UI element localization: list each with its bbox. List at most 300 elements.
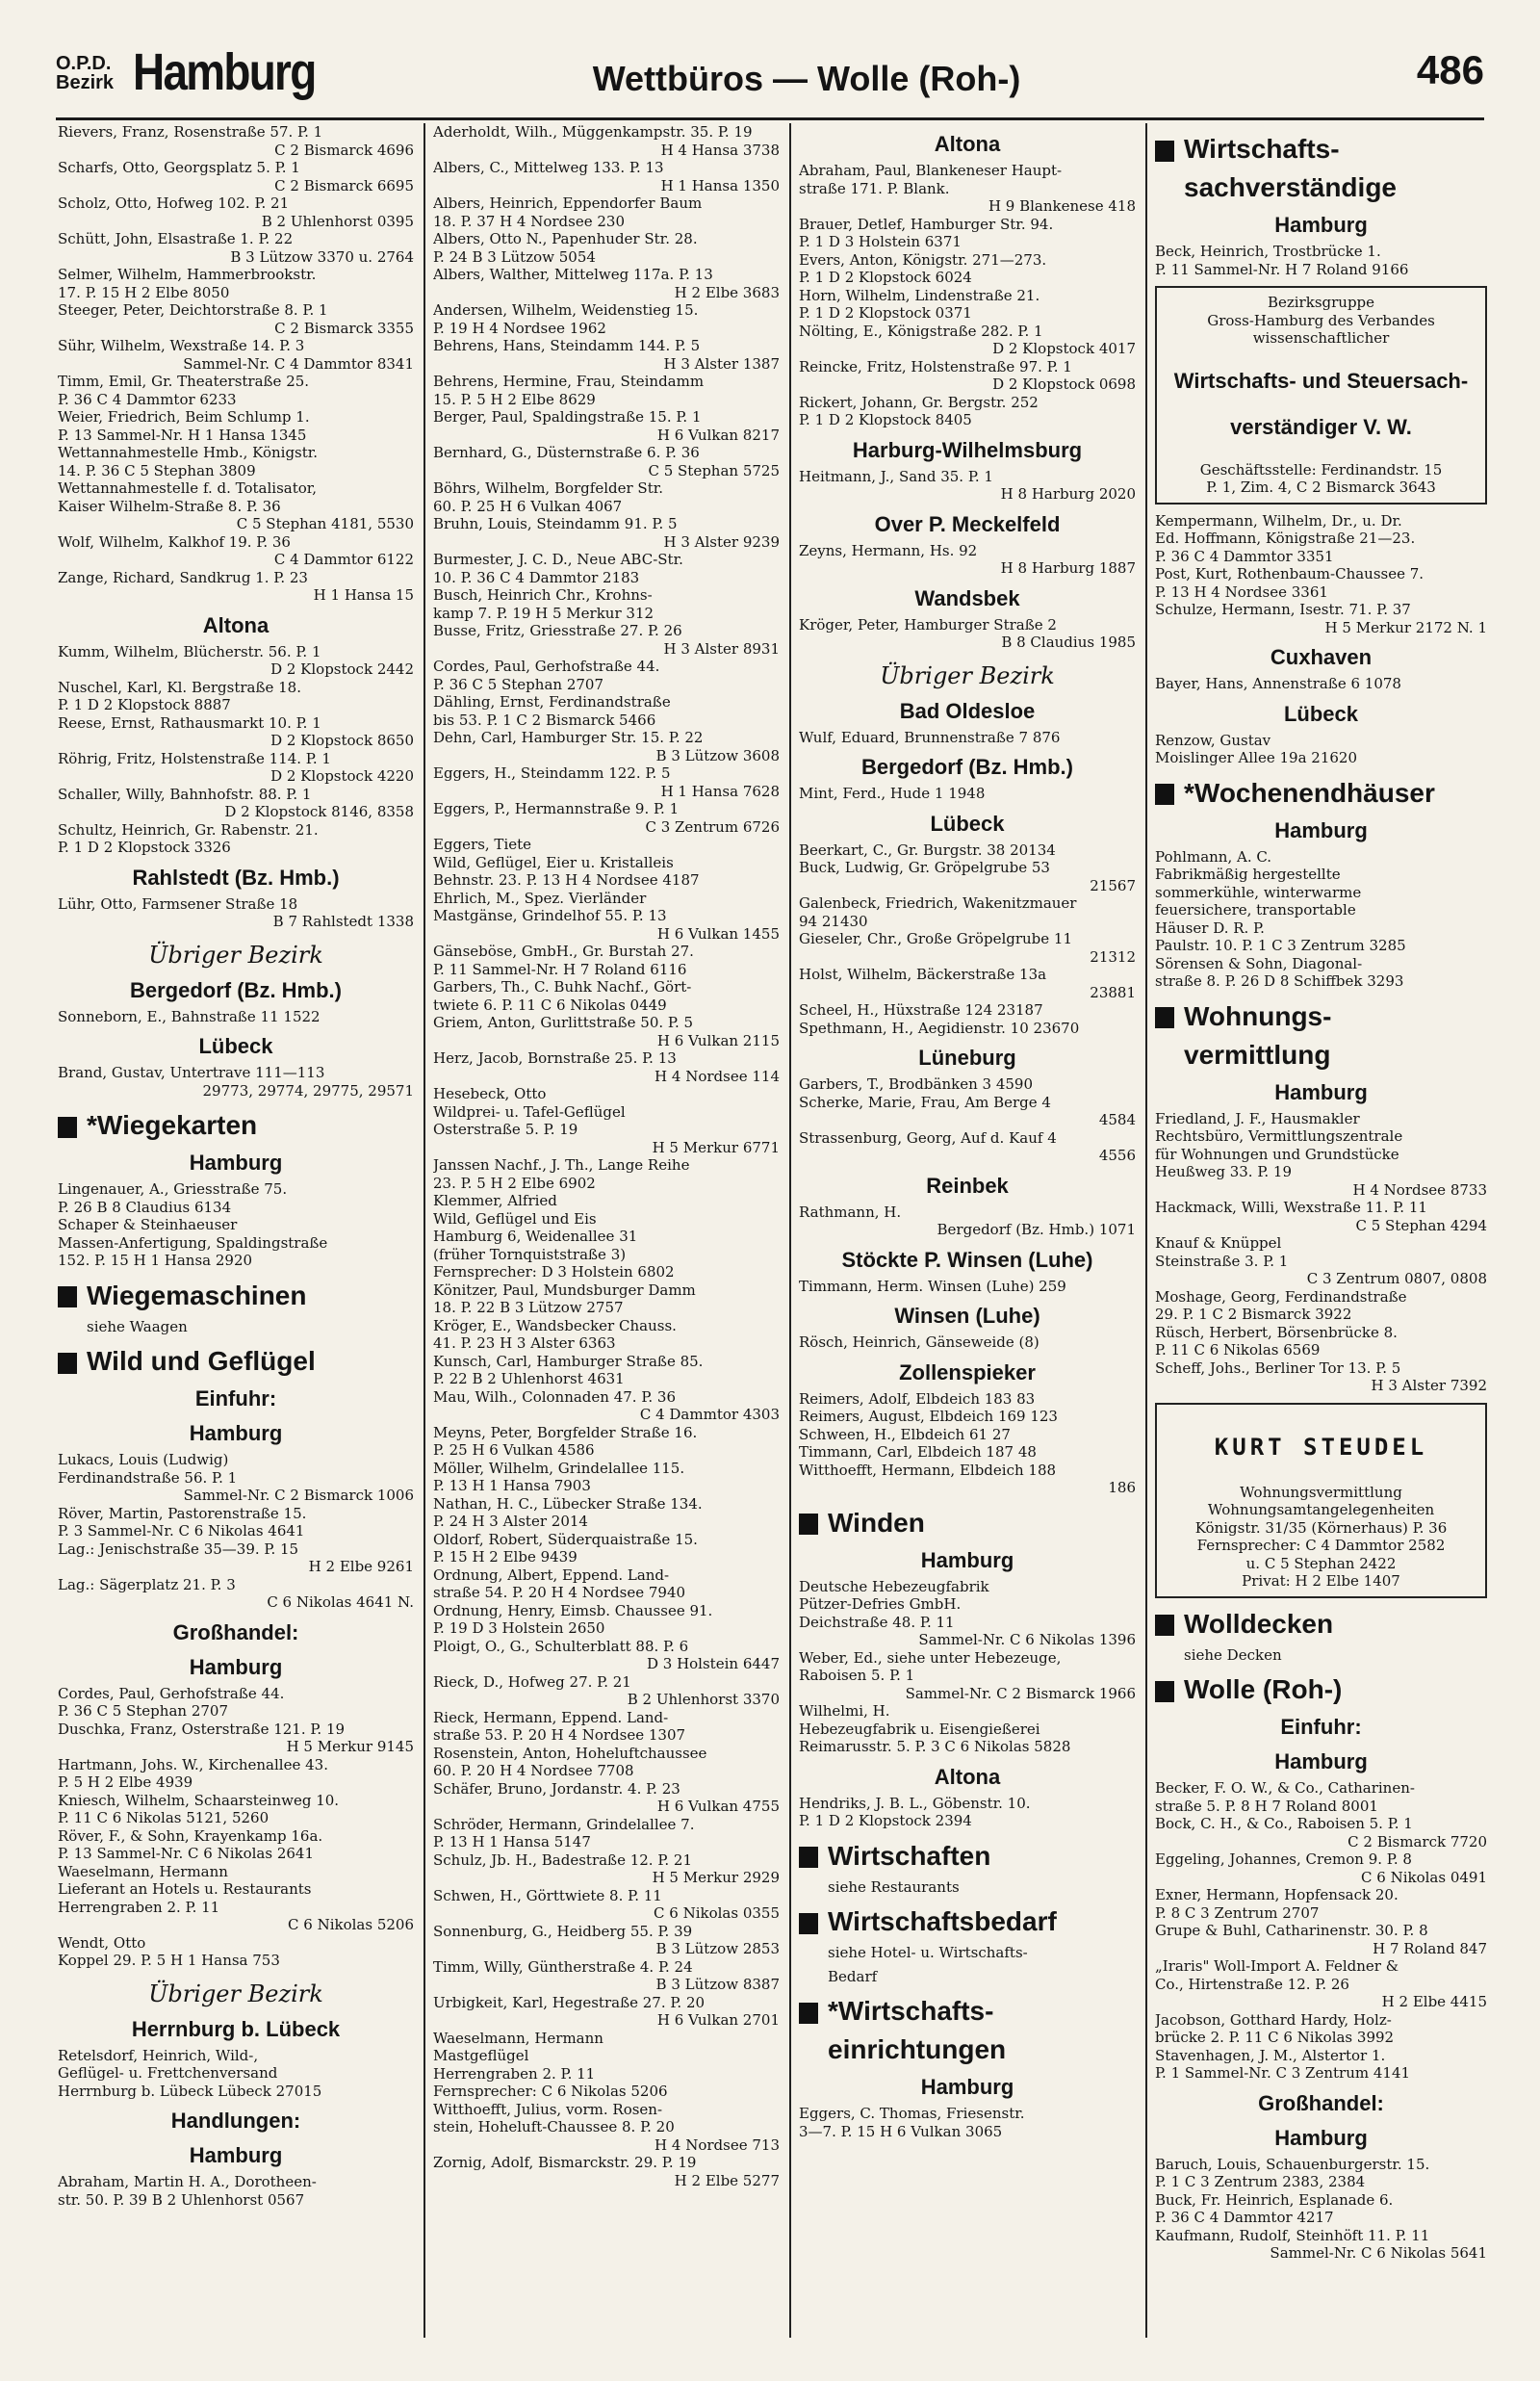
section-heading: Wirtschaftsbedarf	[799, 1905, 1136, 1938]
section-heading: Wohnungs-	[1155, 1000, 1487, 1033]
entry-line: P. 26 B 8 Claudius 6134	[58, 1198, 232, 1216]
entry-line: Schwen, H., Görttwiete 8. P. 11	[433, 1886, 662, 1904]
section-marker-icon	[1155, 141, 1174, 162]
entry-line: Wild, Geflügel und Eis	[433, 1209, 597, 1228]
entry-line: Lühr, Otto, Farmsener Straße 18	[58, 894, 298, 913]
subheading: Hamburg	[1274, 213, 1368, 237]
section-heading: Wirtschafts-	[1155, 133, 1487, 166]
entry-line: Ehrlich, M., Spez. Vierländer	[433, 889, 647, 907]
column-2	[433, 123, 780, 2347]
entry-line: Häuser D. R. P.	[1155, 919, 1265, 937]
entry-line: Buck, Ludwig, Gr. Gröpelgrube 53	[799, 859, 1050, 876]
entry-line: Kumm, Wilhelm, Blücherstr. 56. P. 1	[58, 642, 321, 660]
entry-phone: C 2 Bismarck 6695	[274, 176, 414, 194]
entry-phone: 4556	[1098, 1147, 1136, 1164]
entry-line: Nölting, E., Königstraße 282. P. 1	[799, 322, 1043, 340]
entry-line: Wulf, Eduard, Brunnenstraße 7 876	[799, 728, 1061, 746]
entry-phone: 23881	[1090, 983, 1136, 1001]
ad-line: Königstr. 31/35 (Körnerhaus) P. 36	[1194, 1518, 1448, 1537]
entry-line: Reimers, Adolf, Elbdeich 183 83	[799, 1389, 1036, 1408]
entry-line: Abraham, Martin H. A., Dorotheen-	[58, 2173, 317, 2190]
entry-line: Hartmann, Johs. W., Kirchenallee 43.	[58, 1755, 328, 1773]
entry-line: Albers, C., Mittelweg 133. P. 13	[433, 159, 664, 176]
entry-line: Wettannahmestelle Hmb., Königstr.	[58, 444, 319, 461]
section-marker-icon	[799, 2003, 818, 2024]
entry-line: Duschka, Franz, Osterstraße 121. P. 19	[58, 1720, 346, 1738]
section-marker-icon	[1155, 784, 1174, 805]
entry-phone: C 6 Nikolas 0491	[1361, 1868, 1487, 1886]
entry-line: Eggeling, Johannes, Cremon 9. P. 8	[1155, 1850, 1412, 1868]
entry-line: Paulstr. 10. P. 1 C 3 Zentrum 3285	[1155, 937, 1406, 954]
locality-heading: Rahlstedt (Bz. Hmb.)	[132, 865, 340, 890]
entry-line: Sörensen & Sohn, Diagonal-	[1155, 954, 1363, 972]
locality-heading: Bergedorf (Bz. Hmb.)	[861, 755, 1073, 779]
entry-line: Rievers, Franz, Rosenstraße 57. P. 1	[58, 123, 323, 141]
locality-heading: Lübeck	[1283, 701, 1359, 726]
entry-line: Heitmann, J., Sand 35. P. 1	[799, 467, 993, 485]
entry-line: Bock, C. H., & Co., Raboisen 5. P. 1	[1155, 1815, 1413, 1832]
entry-phone: C 3 Zentrum 6726	[645, 817, 780, 836]
entry-phone: C 3 Zentrum 0807, 0808	[1306, 1270, 1487, 1287]
entry-line: straße 171. P. Blank.	[799, 179, 950, 197]
entry-phone: C 2 Bismarck 3355	[274, 319, 414, 337]
entry-line: Timm, Emil, Gr. Theaterstraße 25.	[58, 373, 310, 390]
entry-line: P. 1 D 2 Klopstock 0371	[799, 304, 972, 322]
entry-phone: B 7 Rahlstedt 1338	[272, 913, 414, 930]
district-heading: Übriger Bezirk	[148, 1980, 323, 2007]
entry-line: Kaufmann, Rudolf, Steinhöft 11. P. 11	[1155, 2226, 1430, 2244]
entry-phone: H 6 Vulkan 2115	[656, 1031, 780, 1049]
subheading: Einfuhr:	[194, 1386, 277, 1410]
entry-line: P. 11 C 6 Nikolas 5121, 5260	[58, 1809, 270, 1826]
entry-line: Dähling, Ernst, Ferdinandstraße	[433, 693, 671, 711]
entry-phone: B 8 Claudius 1985	[1001, 634, 1136, 651]
entry-line: Röver, F., & Sohn, Krayenkamp 16a.	[58, 1826, 323, 1845]
entry-phone: D 2 Klopstock 8146, 8358	[224, 803, 414, 820]
entry-line: Timmann, Carl, Elbdeich 187 48	[799, 1443, 1037, 1461]
section-heading: Wiegemaschinen	[58, 1280, 414, 1312]
entry-line: P. 8 C 3 Zentrum 2707	[1155, 1903, 1320, 1922]
entry-phone: 4584	[1098, 1111, 1136, 1128]
entry-line: Oldorf, Robert, Süderquaistraße 15.	[433, 1530, 698, 1548]
entry-phone: C 6 Nikolas 4641 N.	[267, 1593, 414, 1611]
locality-heading: Winsen (Luhe)	[894, 1304, 1040, 1328]
entry-line: Herrengraben 2. P. 11	[433, 2064, 596, 2083]
section-marker-icon	[58, 1117, 77, 1138]
entry-phone: H 1 Hansa 1350	[660, 176, 780, 194]
entry-line: Mastgänse, Grindelhof 55. P. 13	[433, 907, 667, 924]
entry-phone: H 9 Blankenese 418	[988, 197, 1136, 215]
entry-line: Beerkart, C., Gr. Burgstr. 38 20134	[799, 841, 1056, 859]
entry-phone: H 5 Merkur 2172 N. 1	[1324, 618, 1487, 636]
entry-line: 23. P. 5 H 2 Elbe 6902	[433, 1174, 596, 1192]
entry-line: 17. P. 15 H 2 Elbe 8050	[58, 283, 230, 301]
subheading: Großhandel:	[172, 1619, 299, 1644]
entry-line: Burmester, J. C. D., Neue ABC-Str.	[433, 551, 683, 568]
entry-line: P. 1 C 3 Zentrum 2383, 2384	[1155, 2173, 1366, 2190]
subheading: Einfuhr:	[1280, 1715, 1362, 1739]
entry-phone: H 3 Alster 1387	[663, 354, 780, 373]
entry-line: Wilhelmi, H.	[799, 1702, 890, 1720]
entry-line: Ordnung, Albert, Eppend. Land-	[433, 1566, 670, 1584]
locality-heading: Lüneburg	[918, 1046, 1016, 1070]
entry-phone: C 5 Stephan 4181, 5530	[236, 515, 414, 532]
entry-phone: H 7 Roland 847	[1373, 1939, 1487, 1957]
column-1	[58, 123, 414, 2347]
entry-phone: H 3 Alster 9239	[663, 532, 780, 551]
entry-phone: H 5 Merkur 9145	[286, 1738, 414, 1755]
entry-phone: Sammel-Nr. C 6 Nikolas 1396	[918, 1631, 1136, 1648]
entry-line: feuersichere, transportable	[1155, 901, 1356, 919]
entry-phone: 186	[1108, 1479, 1136, 1496]
subheading: Hamburg	[1274, 817, 1368, 842]
subheading: Hamburg	[189, 1654, 283, 1679]
header-rubric: Wettbüros — Wolle (Roh-)	[592, 59, 1021, 98]
entry-line: Wendt, Otto	[58, 1933, 146, 1952]
entry-phone: H 4 Hansa 3738	[660, 141, 780, 159]
entry-line: Fernsprecher: D 3 Holstein 6802	[433, 1263, 675, 1281]
entry-line: Rathmann, H.	[799, 1203, 902, 1221]
entry-line: 152. P. 15 H 1 Hansa 2920	[58, 1252, 253, 1269]
entry-line: Rieck, D., Hofweg 27. P. 21	[433, 1672, 631, 1691]
entry-line: bis 53. P. 1 C 2 Bismarck 5466	[433, 711, 656, 729]
entry-phone: H 6 Vulkan 2701	[656, 2011, 780, 2029]
entry-line: „Iraris" Woll-Import A. Feldner &	[1155, 1957, 1399, 1975]
entry-line: Schultz, Heinrich, Gr. Rabenstr. 21.	[58, 820, 319, 839]
entry-phone: H 8 Harburg 2020	[1000, 485, 1136, 503]
entry-line: Mint, Ferd., Hude 1 1948	[799, 785, 986, 802]
entry-line: 60. P. 25 H 6 Vulkan 4067	[433, 497, 623, 515]
entry-line: Lag.: Jenischstraße 35—39. P. 15	[58, 1540, 299, 1558]
entry-line: Pohlmann, A. C.	[1155, 847, 1272, 866]
entry-line: P. 25 H 6 Vulkan 4586	[433, 1441, 595, 1459]
entry-line: Geflügel- u. Frettchenversand	[58, 2064, 278, 2082]
entry-line: Garbers, Th., C. Buhk Nachf., Gört-	[433, 978, 692, 996]
entry-line: Lingenauer, A., Griesstraße 75.	[58, 1180, 288, 1198]
section-heading: vermittlung	[1184, 1039, 1331, 1070]
entry-line: Zange, Richard, Sandkrug 1. P. 23	[58, 568, 308, 586]
subheading: Hamburg	[1274, 2125, 1368, 2150]
entry-line: Retelsdorf, Heinrich, Wild-,	[58, 2046, 259, 2064]
ad-line: Wirtschafts- und Steuersach-	[1173, 368, 1469, 393]
entry-line: Evers, Anton, Königstr. 271—273.	[799, 250, 1047, 269]
entry-line: P. 36 C 5 Stephan 2707	[433, 675, 603, 693]
entry-phone: D 3 Holstein 6447	[646, 1655, 780, 1672]
entry-line: für Wohnungen und Grundstücke	[1155, 1145, 1399, 1163]
locality-heading: Wandsbek	[914, 585, 1020, 610]
entry-line: Behrens, Hermine, Frau, Steindamm	[433, 373, 705, 390]
entry-line: Wild, Geflügel, Eier u. Kristalleis	[433, 853, 674, 871]
entry-phone: Sammel-Nr. C 6 Nikolas 5641	[1270, 2244, 1487, 2262]
entry-line: Behnstr. 23. P. 13 H 4 Nordsee 4187	[433, 871, 700, 889]
locality-heading: Altona	[934, 132, 1001, 156]
entry-line: Eggers, Tiete	[433, 836, 532, 853]
entry-line: Albers, Heinrich, Eppendorfer Baum	[433, 194, 703, 212]
entry-phone: H 1 Hansa 7628	[660, 782, 780, 800]
section-marker-icon	[799, 1847, 818, 1868]
entry-line: str. 50. P. 39 B 2 Uhlenhorst 0567	[58, 2190, 305, 2209]
opd-label: O.P.D. Bezirk	[56, 53, 115, 93]
entry-line: Cordes, Paul, Gerhofstraße 44.	[433, 658, 660, 675]
entry-line: P. 36 C 4 Dammtor 6233	[58, 390, 237, 408]
entry-line: P. 15 H 2 Elbe 9439	[433, 1548, 578, 1566]
entry-line: Raboisen 5. P. 1	[799, 1667, 915, 1684]
locality-heading: Reinbek	[926, 1173, 1009, 1198]
entry-phone: H 6 Vulkan 4755	[656, 1798, 780, 1815]
entry-line: 60. P. 20 H 4 Nordsee 7708	[433, 1762, 634, 1779]
entry-line: Brand, Gustav, Untertrave 111—113	[58, 1064, 325, 1081]
column-4	[1155, 123, 1487, 2347]
locality-heading: Harburg-Wilhelmsburg	[852, 437, 1083, 462]
page-header	[56, 42, 1484, 120]
entry-line: Böhrs, Wilhelm, Borgfelder Str.	[433, 479, 664, 497]
entry-line: 29. P. 1 C 2 Bismarck 3922	[1155, 1306, 1352, 1323]
entry-line: Scherke, Marie, Frau, Am Berge 4	[799, 1093, 1051, 1111]
entry-line: Bruhn, Louis, Steindamm 91. P. 5	[433, 515, 678, 532]
entry-line: Schütt, John, Elsastraße 1. P. 22	[58, 230, 294, 247]
entry-line: P. 24 H 3 Alster 2014	[433, 1513, 588, 1530]
column-3	[799, 123, 1136, 2347]
entry-line: P. 36 C 5 Stephan 2707	[58, 1702, 228, 1720]
entry-phone: C 6 Nikolas 0355	[654, 1904, 780, 1922]
entry-line: Horn, Wilhelm, Lindenstraße 21.	[799, 286, 1040, 304]
entry-phone: H 4 Nordsee 713	[654, 2135, 780, 2154]
entry-line: Schween, H., Elbdeich 61 27	[799, 1425, 1011, 1443]
entry-line: P. 1 Sammel-Nr. C 3 Zentrum 4141	[1155, 2064, 1411, 2082]
entry-line: Herrengraben 2. P. 11	[58, 1898, 220, 1916]
subheading: Hamburg	[189, 1421, 283, 1445]
entry-line: Garbers, T., Brodbänken 3 4590	[799, 1075, 1033, 1093]
entry-line: Klemmer, Alfried	[433, 1192, 557, 1209]
entry-line: Wolf, Wilhelm, Kalkhof 19. P. 36	[58, 532, 291, 551]
entry-line: Ferdinandstraße 56. P. 1	[58, 1468, 238, 1487]
entry-line: Abraham, Paul, Blankeneser Haupt-	[799, 162, 1063, 179]
entry-line: Busch, Heinrich Chr., Krohns-	[433, 586, 653, 604]
entry-line: P. 11 Sammel-Nr. H 7 Roland 9166	[1155, 260, 1409, 278]
ad-line: wissenschaftlicher	[1252, 329, 1390, 347]
entry-line: Scheff, Johs., Berliner Tor 13. P. 5	[1155, 1359, 1401, 1377]
entry-line: Albers, Otto N., Papenhuder Str. 28.	[433, 230, 698, 247]
cross-reference: siehe Hotel- u. Wirtschafts-	[828, 1944, 1028, 1961]
entry-line: Möller, Wilhelm, Grindelallee 115.	[433, 1459, 685, 1477]
section-marker-icon	[799, 1913, 818, 1934]
entry-line: 94 21430	[799, 912, 868, 930]
subheading: Hamburg	[1274, 1079, 1368, 1104]
entry-line: Jacobson, Gotthard Hardy, Holz-	[1155, 2010, 1392, 2029]
entry-line: 3—7. P. 15 H 6 Vulkan 3065	[799, 2122, 1003, 2140]
entry-line: (früher Tornquiststraße 3)	[433, 1245, 627, 1263]
entry-line: Röver, Martin, Pastorenstraße 15.	[58, 1504, 307, 1522]
entry-line: twiete 6. P. 11 C 6 Nikolas 0449	[433, 996, 667, 1014]
entry-line: Schulz, Jb. H., Badestraße 12. P. 21	[433, 1850, 693, 1869]
entry-phone: B 3 Lützow 8387	[655, 1976, 780, 1993]
ad-line: Geschäftsstelle: Ferdinandstr. 15	[1199, 460, 1443, 479]
entry-line: Exner, Hermann, Hopfensack 20.	[1155, 1886, 1399, 1903]
entry-line: Schäfer, Bruno, Jordanstr. 4. P. 23	[433, 1779, 680, 1798]
subheading: Handlungen:	[170, 2109, 301, 2133]
entry-line: Reincke, Fritz, Holstenstraße 97. P. 1	[799, 357, 1072, 375]
entry-line: P. 13 H 4 Nordsee 3361	[1155, 582, 1328, 601]
entry-line: Brauer, Detlef, Hamburger Str. 94.	[799, 215, 1054, 233]
entry-phone: 29773, 29774, 29775, 29571	[202, 1081, 414, 1100]
entry-line: Waeselmann, Hermann	[433, 2029, 603, 2047]
entry-line: Hendriks, J. B. L., Göbenstr. 10.	[799, 1794, 1031, 1812]
section-marker-icon	[1155, 1007, 1174, 1028]
entry-phone: H 6 Vulkan 1455	[656, 924, 780, 943]
entry-line: Zornig, Adolf, Bismarckstr. 29. P. 19	[433, 2154, 697, 2171]
section-marker-icon	[58, 1353, 77, 1374]
district-heading: Übriger Bezirk	[148, 941, 323, 969]
entry-line: Reimarusstr. 5. P. 3 C 6 Nikolas 5828	[799, 1738, 1071, 1755]
entry-phone: H 8 Harburg 1887	[1000, 559, 1136, 577]
entry-phone: Bergedorf (Bz. Hmb.) 1071	[937, 1221, 1136, 1238]
entry-line: 14. P. 36 C 5 Stephan 3809	[58, 461, 256, 479]
entry-phone: C 5 Stephan 5725	[648, 461, 780, 479]
subheading: Hamburg	[189, 2143, 283, 2167]
entry-line: Wettannahmestelle f. d. Totalisator,	[58, 479, 318, 497]
entry-line: P. 13 H 1 Hansa 5147	[433, 1833, 591, 1850]
entry-phone: B 3 Lützow 3370 u. 2764	[230, 247, 414, 266]
entry-line: Witthoefft, Hermann, Elbdeich 188	[799, 1461, 1057, 1479]
entry-line: Bayer, Hans, Annenstraße 6 1078	[1155, 675, 1401, 692]
locality-heading: Cuxhaven	[1270, 645, 1373, 669]
entry-line: Buck, Fr. Heinrich, Esplanade 6.	[1155, 2190, 1394, 2209]
entry-line: Ed. Hoffmann, Königstraße 21—23.	[1155, 530, 1416, 547]
section-marker-icon	[799, 1514, 818, 1535]
ad-line: Fernsprecher: C 4 Dammtor 2582	[1196, 1537, 1446, 1554]
locality-heading: Altona	[202, 612, 270, 637]
entry-line: Schaller, Willy, Bahnhofstr. 88. P. 1	[58, 785, 312, 803]
entry-line: Lieferant an Hotels u. Restaurants	[58, 1880, 312, 1898]
entry-line: Strassenburg, Georg, Auf d. Kauf 4	[799, 1128, 1057, 1147]
entry-line: straße 8. P. 26 D 8 Schiffbek 3293	[1155, 972, 1404, 990]
entry-line: Zeyns, Hermann, Hs. 92	[799, 541, 978, 559]
entry-line: Steeger, Peter, Deichtorstraße 8. P. 1	[58, 301, 328, 319]
ad-line: Bezirksgruppe	[1267, 294, 1375, 311]
entry-phone: B 3 Lützow 3608	[655, 746, 780, 764]
entry-line: P. 36 C 4 Dammtor 3351	[1155, 547, 1334, 565]
entry-line: P. 24 B 3 Lützow 5054	[433, 247, 596, 266]
entry-line: Knauf & Knüppel	[1155, 1234, 1282, 1252]
entry-line: Fabrikmäßig hergestellte	[1155, 866, 1341, 883]
entry-line: Kröger, E., Wandsbecker Chauss.	[433, 1316, 677, 1334]
entry-line: Urbigkeit, Karl, Hegestraße 27. P. 20	[433, 1993, 706, 2011]
column-rule	[1145, 123, 1147, 2338]
entry-line: Wildprei- u. Tafel-Geflügel	[433, 1102, 626, 1121]
entry-line: Mau, Wilh., Colonnaden 47. P. 36	[433, 1387, 677, 1406]
section-heading: sachverständige	[1184, 172, 1397, 202]
entry-line: Sonneborn, E., Bahnstraße 11 1522	[58, 1007, 321, 1025]
subheading: Hamburg	[189, 1151, 283, 1175]
entry-line: Moislinger Allee 19a 21620	[1155, 749, 1358, 766]
entry-line: Galenbeck, Friedrich, Wakenitzmauer	[799, 894, 1077, 912]
entry-line: 41. P. 23 H 3 Alster 6363	[433, 1334, 616, 1352]
entry-line: Röhrig, Fritz, Holstenstraße 114. P. 1	[58, 749, 331, 767]
section-heading: Wolle (Roh-)	[1155, 1673, 1487, 1706]
entry-line: P. 1 D 2 Klopstock 6024	[799, 269, 972, 286]
entry-phone: C 4 Dammtor 6122	[273, 551, 414, 568]
entry-line: Berger, Paul, Spaldingstraße 15. P. 1	[433, 408, 702, 426]
entry-line: Cordes, Paul, Gerhofstraße 44.	[58, 1684, 285, 1702]
entry-line: Hamburg 6, Weidenallee 31	[433, 1228, 638, 1245]
section-heading: *Wiegekarten	[58, 1109, 414, 1142]
section-heading: *Wirtschafts-	[799, 1995, 1136, 2028]
entry-line: Reese, Ernst, Rathausmarkt 10. P. 1	[58, 713, 321, 732]
entry-line: Albers, Walther, Mittelweg 117a. P. 13	[433, 266, 713, 283]
entry-line: Rechtsbüro, Vermittlungszentrale	[1155, 1127, 1403, 1145]
locality-heading: Lübeck	[198, 1034, 273, 1058]
entry-line: Deutsche Hebezeugfabrik	[799, 1577, 989, 1595]
cross-reference: siehe Decken	[1184, 1645, 1282, 1664]
entry-line: Schröder, Hermann, Grindelallee 7.	[433, 1815, 695, 1833]
section-marker-icon	[1155, 1681, 1174, 1702]
entry-phone: D 2 Klopstock 4017	[992, 340, 1136, 357]
entry-line: Gänseböse, GmbH., Gr. Burstah 27.	[433, 943, 694, 960]
ad-line: KURT STEUDEL	[1214, 1433, 1428, 1461]
entry-line: P. 1 D 3 Holstein 6371	[799, 233, 962, 250]
ad-line: Gross-Hamburg des Verbandes	[1207, 311, 1435, 329]
entry-phone: H 5 Merkur 2929	[652, 1869, 780, 1886]
entry-line: P. 1 D 2 Klopstock 8405	[799, 411, 972, 428]
entry-line: Hackmack, Willi, Wexstraße 11. P. 11	[1155, 1199, 1427, 1216]
locality-heading: Bergedorf (Bz. Hmb.)	[130, 977, 342, 1002]
entry-line: Weber, Ed., siehe unter Hebezeuge,	[799, 1648, 1062, 1667]
steudel-ad-box	[1155, 1403, 1487, 1598]
subheading: Großhandel:	[1258, 2090, 1384, 2115]
entry-phone: B 2 Uhlenhorst 0395	[261, 212, 414, 230]
entry-line: P. 19 D 3 Holstein 2650	[433, 1619, 605, 1637]
entry-line: Nathan, H. C., Lübecker Straße 134.	[433, 1494, 703, 1513]
locality-heading: Altona	[934, 1764, 1001, 1789]
subheading: Hamburg	[920, 2075, 1014, 2099]
page-number: 486	[1416, 47, 1484, 92]
entry-line: Gieseler, Chr., Große Gröpelgrube 11	[799, 930, 1073, 947]
entry-line: Scheel, H., Hüxstraße 124 23187	[799, 1001, 1043, 1019]
entry-line: Beck, Heinrich, Trostbrücke 1.	[1155, 243, 1381, 260]
entry-line: Aderholdt, Wilh., Müggenkampstr. 35. P. 19	[433, 123, 753, 141]
section-heading: Wirtschaften	[799, 1840, 1136, 1873]
entry-phone: C 4 Dammtor 4303	[639, 1406, 780, 1423]
entry-line: Weier, Friedrich, Beim Schlump 1.	[58, 408, 310, 426]
entry-line: Lukacs, Louis (Ludwig)	[58, 1451, 229, 1468]
entry-line: Kniesch, Wilhelm, Schaarsteinweg 10.	[58, 1791, 340, 1809]
entry-line: P. 1 D 2 Klopstock 8887	[58, 696, 231, 713]
entry-phone: B 2 Uhlenhorst 3370	[627, 1691, 780, 1708]
entry-line: Hesebeck, Otto	[433, 1085, 547, 1102]
section-heading: einrichtungen	[828, 2034, 1007, 2064]
entry-phone: D 2 Klopstock 8650	[270, 732, 414, 749]
entry-phone: Sammel-Nr. C 2 Bismarck 1966	[905, 1684, 1136, 1702]
entry-line: Renzow, Gustav	[1155, 731, 1271, 749]
entry-line: Becker, F. O. W., & Co., Catharinen-	[1155, 1779, 1415, 1797]
entry-line: Witthoefft, Julius, vorm. Rosen-	[433, 2100, 663, 2118]
entry-line: P. 19 H 4 Nordsee 1962	[433, 319, 606, 337]
entry-line: Baruch, Louis, Schauenburgerstr. 15.	[1155, 2155, 1430, 2173]
entry-line: P. 3 Sammel-Nr. C 6 Nikolas 4641	[58, 1522, 305, 1540]
entry-line: P. 1 D 2 Klopstock 2394	[799, 1812, 972, 1829]
entry-line: Rickert, Johann, Gr. Bergstr. 252	[799, 393, 1039, 411]
entry-line: Kempermann, Wilhelm, Dr., u. Dr.	[1155, 511, 1402, 530]
entry-line: Ploigt, O., G., Schulterblatt 88. P. 6	[433, 1637, 689, 1655]
cross-reference: siehe Waagen	[87, 1317, 188, 1335]
entry-line: Andersen, Wilhelm, Weidenstieg 15.	[433, 301, 699, 319]
entry-phone: C 5 Stephan 4294	[1355, 1216, 1487, 1234]
entry-line: straße 5. P. 8 H 7 Roland 8001	[1155, 1797, 1378, 1815]
association-ad-box	[1155, 286, 1487, 505]
entry-phone: H 2 Elbe 9261	[308, 1558, 414, 1575]
entry-line: P. 13 H 1 Hansa 7903	[433, 1477, 591, 1494]
entry-line: Schaper & Steinhaeuser	[58, 1216, 238, 1233]
